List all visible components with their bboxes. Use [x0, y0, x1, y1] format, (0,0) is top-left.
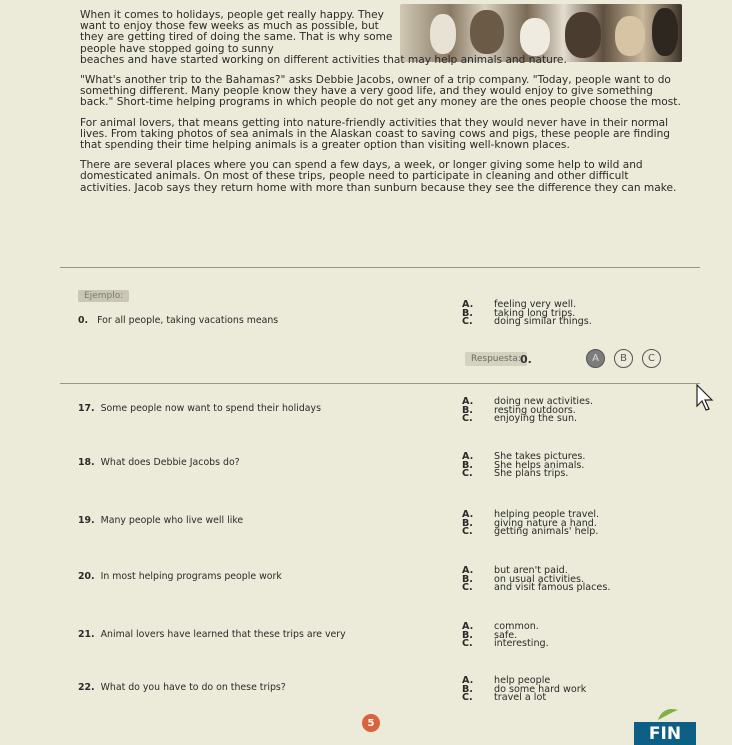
answer-number: 0.: [520, 353, 532, 366]
option[interactable]: B. giving nature a hand.: [462, 517, 597, 529]
paragraph-4: There are several places where you can spend a few days, a week, or longer giving some help to wild and domesticated animals. On most of these trips, people need to participate in cleaning and other difficult activities. Jacob says they return home with more than sunburn because they see the difference they can make.: [80, 159, 677, 194]
reading-passage: [80, 10, 682, 203]
question-20-options: [462, 567, 610, 593]
option[interactable]: B. She helps animals.: [462, 459, 585, 471]
option[interactable]: B. on usual activities.: [462, 573, 585, 585]
answer-bubble-b[interactable]: B: [614, 349, 633, 368]
option[interactable]: C. getting animals' help.: [462, 526, 599, 538]
divider: [60, 383, 700, 384]
option[interactable]: A. helping people travel.: [462, 509, 600, 520]
option[interactable]: A. She takes pictures.: [462, 451, 586, 462]
option[interactable]: C. enjoying the sun.: [462, 413, 578, 425]
question-19-options: [462, 511, 599, 537]
paragraph-1: When it comes to holidays, people get really happy. They want to enjoy those few weeks as much as possible, but they are getting tired of doing the same. That is why some people have stopped going to sunny: [80, 9, 393, 55]
paragraph-1-continued: beaches and have started working on different activities that may help animals and nature.: [80, 53, 567, 66]
question-21-options: [462, 623, 549, 649]
example-question-text: For all people, taking vacations means: [97, 315, 279, 326]
option: C. doing similar things.: [462, 316, 592, 328]
example-number: 0.: [78, 315, 89, 326]
option[interactable]: B. do some hard work: [462, 683, 587, 695]
option: A. feeling very well.: [462, 299, 577, 310]
question-20: 20. In most helping programs people work: [78, 571, 282, 582]
option[interactable]: A. help people: [462, 675, 551, 686]
option[interactable]: A. common.: [462, 621, 539, 632]
answer-bubble-a[interactable]: A: [586, 349, 605, 368]
question-18: 18. What does Debbie Jacobs do?: [78, 457, 240, 468]
leaf-icon: [656, 706, 680, 722]
option: B. taking long trips.: [462, 307, 576, 319]
option[interactable]: B. safe.: [462, 629, 518, 641]
option[interactable]: C. and visit famous places.: [462, 582, 611, 594]
option[interactable]: B. resting outdoors.: [462, 404, 576, 416]
mouse-cursor-icon: [696, 384, 718, 412]
divider: [60, 267, 700, 268]
question-22-options: [462, 677, 586, 703]
question-19: 19. Many people who live well like: [78, 515, 244, 526]
answer-bubble-c[interactable]: C: [642, 349, 661, 368]
option[interactable]: C. interesting.: [462, 638, 549, 650]
question-22: 22. What do you have to do on these trips?: [78, 682, 286, 693]
question-21: 21. Animal lovers have learned that these trips are very: [78, 629, 346, 640]
paragraph-3: For animal lovers, that means getting into nature-friendly activities that they would never have in their normal lives. From taking photos of sea animals in the Alaskan coast to saving cows and pigs, these people are finding that spending their time helping animals is a greater option than visiting well-known places.: [80, 116, 671, 152]
paragraph-2: "What's another trip to the Bahamas?" asks Debbie Jacobs, owner of a trip company. "Today, people want to do something different. Many people know they have a very good life, and they would enjoy to give something back." Short-time helping programs in which people do not get any money are the ones people choose the most.: [80, 74, 681, 109]
fin-banner: FIN: [634, 722, 696, 745]
question-17: 17. Some people now want to spend their holidays: [78, 403, 321, 414]
option[interactable]: A. doing new activities.: [462, 396, 594, 407]
example-options: [462, 301, 592, 327]
example-question: [78, 315, 278, 326]
option[interactable]: C. She plans trips.: [462, 468, 569, 480]
option[interactable]: C. travel a lot: [462, 692, 547, 704]
answer-label: Respuesta:: [465, 352, 527, 366]
page-number: 5: [362, 714, 380, 732]
example-label: Ejemplo:: [78, 290, 129, 302]
option[interactable]: A. but aren't paid.: [462, 565, 568, 576]
question-17-options: [462, 398, 593, 424]
question-18-options: [462, 453, 585, 479]
